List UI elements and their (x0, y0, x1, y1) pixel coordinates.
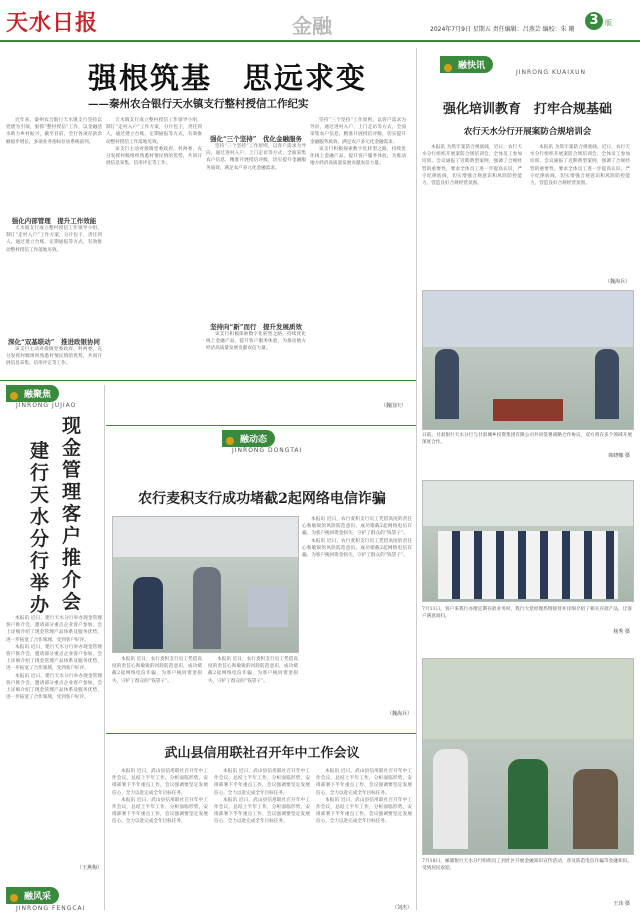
kuaixun-photo-author: 韩晓娜 摄 (608, 453, 630, 459)
wushan-body-col3: 本报讯 近日，武山县信用联社召开年中工作会议，总结上半年工作，分析面临形势，安排部署下半年重点工作，会议强调要坚定发展信心，全力以赴完成全年目标任务。 本报讯 近日，武山县信用联社召开年中工作会议，总结上半年工作，分析面临形势，安排部署下半年重点工作，会议强调要坚定发展信心，全力以赴完成全年目标任务。 (316, 769, 412, 825)
juejiao-title-left: 建行天水分行举办 (30, 440, 50, 616)
dongtai-photo-author: 杨秀 摄 (613, 629, 630, 635)
main-body-col2: 天水镇支行成立整村授信工作领导小组，制订“走村入户”工作方案，分片包干，责任到人，通过建立台账、定期通报等方式，有效推动整村授信工作落地见效。 该支行主动对接镇党委政府、村两委，充分发挥村级组织熟悉村情民情的优势，共同开展信息采集、信用评定等工作。 (106, 118, 202, 167)
signing-ceremony-photo (422, 290, 634, 430)
main-body-4: 坚持“三个坚持”工作原则，以客户需求为导向，通过进村入户、上门走访等方式，全面采集农户信息，精准开展授信评级，切实提升金融服务质效，满足农户多元化金融需求。 (206, 144, 306, 171)
kuaixun-title: 强化培训教育 打牢合规基础 (442, 102, 612, 117)
fengcai-en: JINRONG FENGCAI (16, 905, 86, 912)
newspaper-logo: 天水日报 (6, 10, 99, 36)
fengcai-tag: 融风采 (6, 887, 59, 904)
kuaixun-en: JINRONG KUAIXUN (516, 69, 586, 76)
juejiao-en: JINRONG JUJIAO (16, 402, 77, 409)
juejiao-tag: 融聚焦 (6, 385, 59, 402)
dongtai-title: 农行麦积支行成功堵截2起网络电信诈骗 (138, 491, 386, 507)
main-body-col4: 坚持“三个坚持”工作原则，以客户需求为导向，通过进村入户、上门走访等方式，全面采集农户信息，精准开展授信评级，切实提升金融服务质效，满足农户多元化金融需求。 该支行积极探索数字化转型之路，持续优化线上金融产品，提升客户服务体验，为推动地方经济高质量发展贡献农信力量。 (310, 118, 406, 167)
coin-icon (444, 64, 452, 72)
wushan-author: （刘杰） (391, 905, 412, 911)
date-line: 2024年7月9日 星期五 责任编辑：吕燕芸 编校：朱 珊 (430, 26, 575, 33)
page-suffix: 版 (605, 19, 612, 27)
main-body-1: 近年来，秦州农合银行天水镇支行坚持以党建为引领，狠抓“整村授信”工作，以金融活水助力乡村振兴，截至目前，全行各项存款余额稳步增长，多项业务指标位居系统前列。 (6, 118, 102, 145)
community-event-photo (422, 658, 634, 855)
main-body-2: 天水镇支行成立整村授信工作领导小组，制订“走村入户”工作方案，分片包干，责任到人，通过建立台账、定期通报等方式，有效推动整村授信工作落地见效。 (6, 226, 102, 253)
juejiao-body: 本报讯 近日，建行天水分行举办现金管理客户推介会，邀请部分重点企业客户参加，会上详细介绍了现金管理产品体系及服务优势，进一步拓宽了合作领域，受到客户好评。 本报讯 近日，建行天水分行举办现金管理客户推介会，邀请部分重点企业客户参加，会上详细介绍了现金管理产品体系及服务优势，进一步拓宽了合作领域，受到客户好评。 本报讯 近日，建行天水分行举办现金管理客户推介会，邀请部分重点企业客户参加，会上详细介绍了现金管理产品体系及服务优势，进一步拓宽了合作领域，受到客户好评。 (6, 616, 102, 701)
kuaixun-tag: 融快讯 (440, 56, 493, 73)
column-divider (104, 385, 105, 910)
dongtai-photo-caption: 7月11日，客户来我行办理定期存款业务时，我行大堂经理热情接待并详细介绍了相关存款产品，让客户满意而归。 (422, 607, 632, 619)
kuaixun-body-col2: 本报讯 为筑牢案防合规底线，近日，农行天水分行组织开展案防合规培训会，全体员工参加培训。会议通报了近期典型案例，强调了合规经营的重要性，要求全体员工进一步提高认识，严守纪律底线，切实增强合规意识和风险防控能力，营造良好合规经营氛围。 (530, 145, 630, 187)
dongtai-body: 本报讯 近日，农行麦积支行员工凭借高度的责任心和敏锐的风险防范意识，成功堵截2起网络电信诈骗，为客户挽回资金损失，守护了群众的“钱袋子”。 本报讯 近日，农行麦积支行员工凭借高度的责任心和敏锐的风险防范意识，成功堵截2起网络电信诈骗，为客户挽回资金损失，守护了群众的“钱袋子”。 (302, 517, 412, 559)
coin-icon (226, 437, 234, 445)
main-title: 强根筑基 思远求变 (88, 61, 368, 95)
kuaixun-subtitle: 农行天水分行开展案防合规培训会 (463, 127, 592, 137)
dongtai-tag: 融动态 (222, 430, 275, 447)
section-name: 金融 (292, 14, 332, 38)
main-subhead-a: 强化内部管理 提升工作效能 (11, 217, 97, 225)
juejiao-author: （王燕梅） (76, 865, 102, 871)
dongtai-author: （魏海兵） (386, 711, 412, 717)
wushan-title: 武山县信用联社召开年中工作会议 (164, 746, 360, 761)
wushan-body-col1: 本报讯 近日，武山县信用联社召开年中工作会议，总结上半年工作，分析面临形势，安排部署下半年重点工作，会议强调要坚定发展信心，全力以赴完成全年目标任务。 本报讯 近日，武山县信用联社召开年中工作会议，总结上半年工作，分析面临形势，安排部署下半年重点工作，会议强调要坚定发展信心，全力以赴完成全年目标任务。 (112, 769, 208, 825)
main-author: （魏国庆） (380, 403, 406, 409)
section-divider (0, 380, 416, 381)
staff-group-photo (422, 480, 634, 602)
dongtai-body-col2: 本报讯 近日，农行麦积支行员工凭借高度的责任心和敏锐的风险防范意识，成功堵截2起网络电信诈骗，为客户挽回资金损失，守护了群众的“钱袋子”。 (208, 657, 298, 684)
bottom-photo-caption: 7月18日，邮储银行天水分行组织员工到社区开展金融知识宣传活动，普及防范电信诈骗等金融知识，受到居民欢迎。 (422, 859, 632, 871)
kuaixun-author: （魏海兵） (604, 279, 630, 285)
juejiao-title-right: 现金管理客户推介会 (62, 415, 82, 613)
wushan-body-col2: 本报讯 近日，武山县信用联社召开年中工作会议，总结上半年工作，分析面临形势，安排部署下半年重点工作，会议强调要坚定发展信心，全力以赴完成全年目标任务。 本报讯 近日，武山县信用联社召开年中工作会议，总结上半年工作，分析面临形势，安排部署下半年重点工作，会议强调要坚定发展信心，全力以赴完成全年目标任务。 (214, 769, 310, 825)
bottom-photo-author: 王玮 摄 (613, 901, 630, 907)
main-subhead-d: 坚持向“新”而行 提升发展质效 (210, 323, 302, 331)
main-subhead-c: 强化“三个坚持” 优化金融服务 (210, 135, 302, 143)
main-body-3: 该支行主动对接镇党委政府、村两委，充分发挥村级组织熟悉村情民情的优势，共同开展信息采集、信用评定等工作。 (6, 347, 102, 367)
kuaixun-body-col1: 本报讯 为筑牢案防合规底线，近日，农行天水分行组织开展案防合规培训会，全体员工参加培训。会议通报了近期典型案例，强调了合规经营的重要性，要求全体员工进一步提高认识，严守纪律底线，切实增强合规意识和风险防控能力，营造良好合规经营氛围。 (422, 145, 522, 187)
section-divider (106, 425, 416, 426)
dongtai-en: JINRONG DONGTAI (232, 447, 303, 454)
main-subtitle: ——秦州农合银行天水镇支行整村授信工作纪实 (88, 98, 309, 110)
bank-hall-photo (112, 516, 299, 653)
main-subhead-b: 深化“双基联动” 推进政银协同 (8, 338, 100, 346)
coin-icon (10, 392, 18, 400)
kuaixun-photo-caption: 日前，甘肃银行天水分行与甘肃城乡投资集团有限公司共同签署战略合作协议，双方将在多个领域开展深度合作。 (422, 433, 632, 445)
dongtai-body-col1: 本报讯 近日，农行麦积支行员工凭借高度的责任心和敏锐的风险防范意识，成功堵截2起网络电信诈骗，为客户挽回资金损失，守护了群众的“钱袋子”。 (112, 657, 202, 684)
main-body-5: 该支行积极探索数字化转型之路，持续优化线上金融产品，提升客户服务体验，为推动地方经济高质量发展贡献农信力量。 (206, 332, 306, 352)
page-number: 3 (585, 12, 603, 30)
column-divider (416, 48, 417, 910)
coin-icon (10, 894, 18, 902)
section-divider (106, 733, 416, 734)
